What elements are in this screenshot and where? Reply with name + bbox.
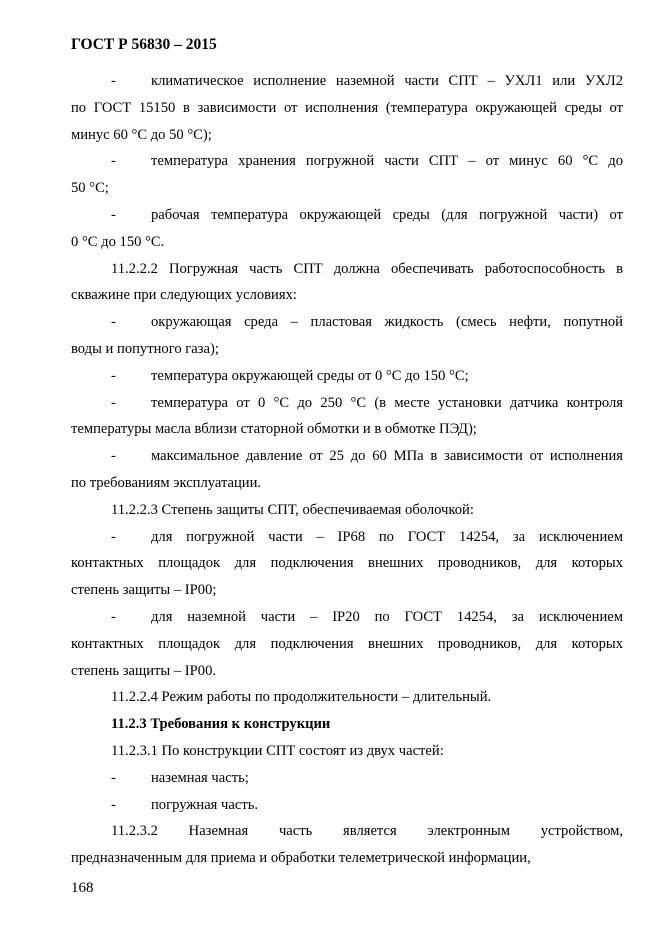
- bullet-line: [71, 390, 623, 417]
- line-text: температура окружающей среды от 0 °С до 150 °С;: [151, 367, 469, 384]
- continuation-line: по требованиям эксплуатации.: [71, 474, 262, 491]
- bullet-dash: -: [111, 394, 116, 411]
- bullet-line: [71, 443, 623, 470]
- continuation-line: 50 °С;: [71, 180, 109, 197]
- paragraph-line: 11.2.3.2 Наземная часть является электронным устройством,: [111, 823, 623, 840]
- line-text: максимальное давление от 25 до 60 МПа в зависимости от исполнения: [151, 448, 623, 465]
- bullet-line: [71, 363, 623, 390]
- continuation-line: степень защиты – IP00.: [71, 662, 217, 679]
- continuation-line: скважине при следующих условиях:: [71, 287, 297, 304]
- line-text: погружная часть.: [151, 796, 259, 813]
- bullet-dash: -: [111, 448, 116, 465]
- line-text: наземная часть;: [151, 769, 249, 786]
- bullet-line: [71, 524, 623, 551]
- paragraph-line: 11.2.2.4 Режим работы по продолжительности – длительный.: [111, 689, 492, 706]
- continuation-line: контактных площадок для подключения внешних проводников, для которых: [71, 635, 623, 652]
- bullet-dash: -: [111, 796, 116, 813]
- continuation-line: по ГОСТ 15150 в зависимости от исполнения (температура окружающей среды от: [71, 99, 623, 116]
- document-header: ГОСТ Р 56830 – 2015: [71, 36, 217, 53]
- line-text: окружающая среда – пластовая жидкость (смесь нефти, попутной: [151, 314, 623, 331]
- bullet-line: [71, 68, 623, 95]
- bullet-line: [71, 792, 623, 819]
- line-text: для погружной части – IP68 по ГОСТ 14254, за исключением: [151, 528, 623, 545]
- continuation-line: 0 °С до 150 °С.: [71, 233, 165, 250]
- continuation-line: минус 60 °С до 50 °С);: [71, 126, 212, 143]
- continuation-line: воды и попутного газа);: [71, 340, 219, 357]
- bullet-dash: -: [111, 528, 116, 545]
- bullet-dash: -: [111, 769, 116, 786]
- line-text: для наземной части – IP20 по ГОСТ 14254, за исключением: [151, 608, 623, 625]
- bullet-line: [71, 148, 623, 175]
- section-heading: 11.2.3 Требования к конструкции: [111, 716, 331, 733]
- continuation-line: предназначенным для приема и обработки телеметрической информации,: [71, 850, 531, 867]
- document-body: [71, 68, 623, 872]
- continuation-line: контактных площадок для подключения внешних проводников, для которых: [71, 555, 623, 572]
- paragraph-line: 11.2.2.2 Погружная часть СПТ должна обеспечивать работоспособность в: [111, 260, 623, 277]
- bullet-dash: -: [111, 73, 116, 89]
- bullet-dash: -: [111, 153, 116, 170]
- bullet-line: [71, 309, 623, 336]
- bullet-dash: -: [111, 314, 116, 331]
- line-text: климатическое исполнение наземной части СПТ – УХЛ1 или УХЛ2: [151, 73, 623, 89]
- page-number: 168: [71, 880, 94, 896]
- bullet-dash: -: [111, 367, 116, 384]
- bullet-dash: -: [111, 206, 116, 223]
- bullet-line: [71, 604, 623, 631]
- line-text: температура хранения погружной части СПТ – от минус 60 °С до: [151, 153, 623, 170]
- paragraph-line: 11.2.3.1 По конструкции СПТ состоят из двух частей:: [111, 742, 444, 759]
- line-text: рабочая температура окружающей среды (для погружной части) от: [151, 206, 623, 223]
- bullet-line: [71, 202, 623, 229]
- paragraph-line: 11.2.2.3 Степень защиты СПТ, обеспечиваемая оболочкой:: [111, 501, 474, 518]
- bullet-line: [71, 765, 623, 792]
- bullet-dash: -: [111, 608, 116, 625]
- continuation-line: температуры масла вблизи статорной обмотки и в обмотке ПЭД);: [71, 421, 477, 438]
- line-text: температура от 0 °С до 250 °С (в месте установки датчика контроля: [151, 394, 623, 411]
- continuation-line: степень защиты – IP00;: [71, 582, 217, 599]
